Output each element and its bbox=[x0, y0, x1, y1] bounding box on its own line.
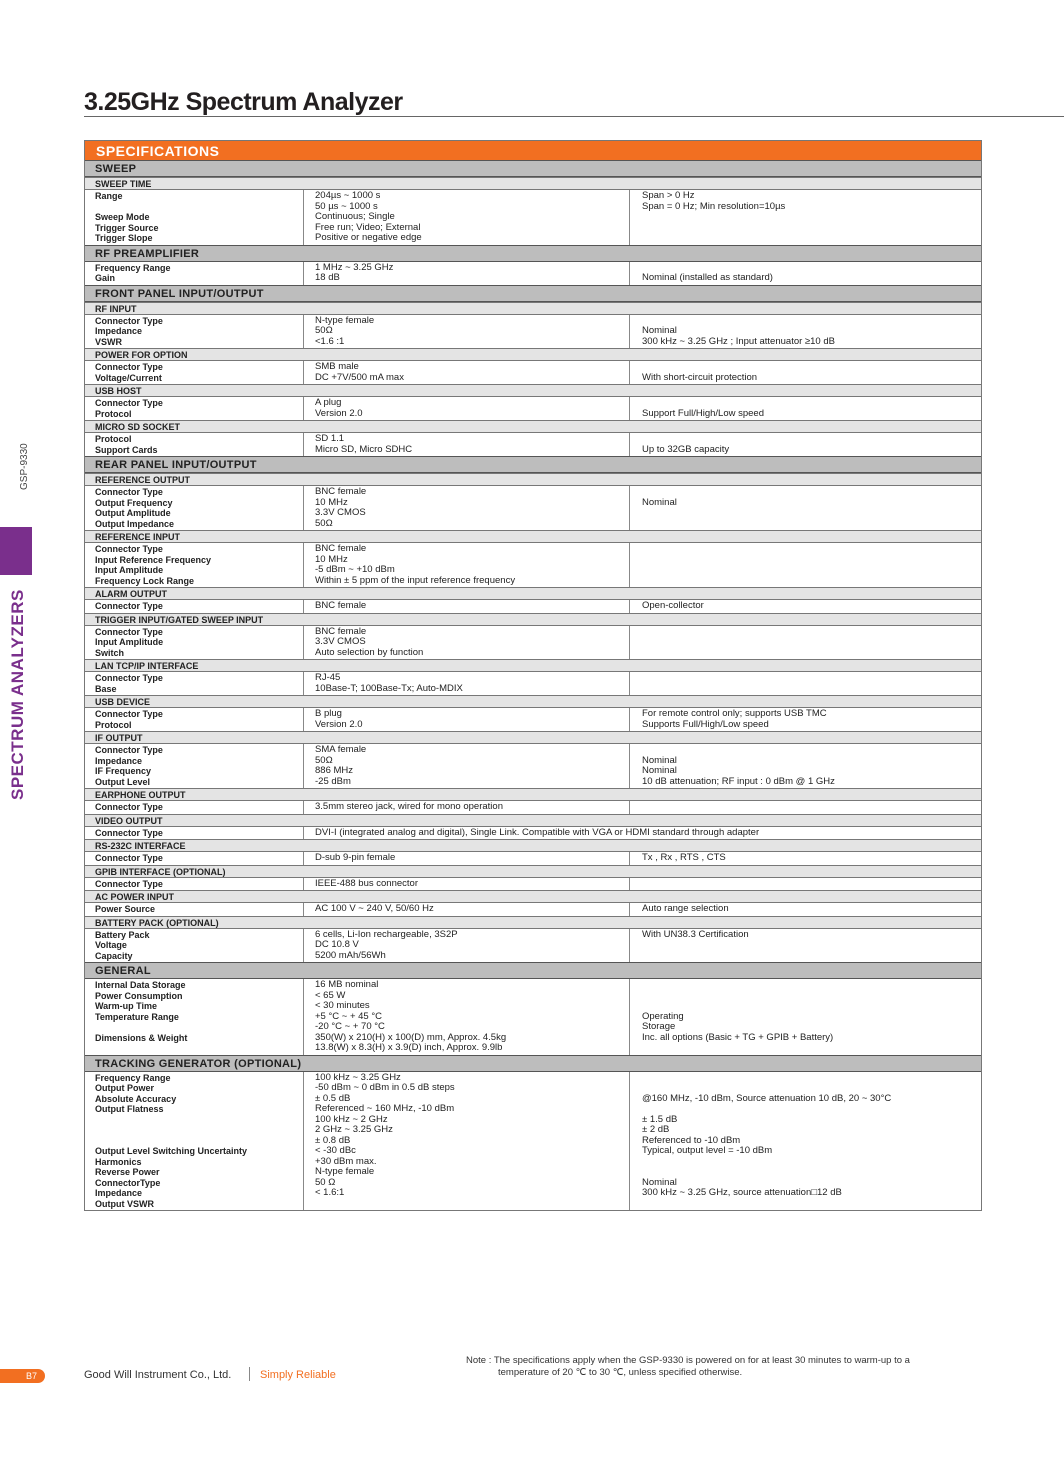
spec-line: Protocol bbox=[95, 719, 132, 730]
spec-line: BNC female bbox=[315, 544, 367, 554]
spec-line: 3.3V CMOS bbox=[315, 637, 366, 647]
tagline: Simply Reliable bbox=[260, 1369, 336, 1381]
spec-note-cell bbox=[630, 190, 981, 245]
spec-param-cell bbox=[85, 626, 303, 660]
spec-param-cell bbox=[85, 801, 303, 814]
subsection-header: IF OUTPUT bbox=[85, 731, 981, 744]
spec-line: Internal Data Storage bbox=[95, 980, 186, 990]
spec-line: -25 dBm bbox=[315, 776, 351, 787]
subsection-header: USB HOST bbox=[85, 384, 981, 397]
subsection-header: REFERENCE INPUT bbox=[85, 530, 981, 543]
spec-note-cell bbox=[630, 262, 981, 285]
spec-line: Frequency Lock Range bbox=[95, 575, 195, 586]
spec-line: Reverse Power bbox=[95, 1167, 160, 1177]
subsection-header: POWER FOR OPTION bbox=[85, 348, 981, 361]
spec-line: 50 Ω bbox=[315, 1177, 336, 1188]
spec-line: <1.6 :1 bbox=[315, 336, 345, 347]
spec-line bbox=[642, 991, 981, 1002]
spec-param-cell bbox=[85, 361, 303, 384]
spec-note-cell bbox=[630, 903, 981, 916]
spec-line: Typical, output level = -10 dBm bbox=[642, 1146, 773, 1156]
spec-param-cell bbox=[85, 433, 303, 456]
spec-param-cell bbox=[85, 903, 303, 916]
spec-line: Open-collector bbox=[642, 601, 704, 611]
spec-note-cell bbox=[630, 600, 981, 613]
section-header: GENERAL bbox=[85, 962, 981, 979]
subsection-header: VIDEO OUTPUT bbox=[85, 814, 981, 827]
spec-line: Connector Type bbox=[95, 487, 163, 497]
spec-value-cell bbox=[303, 878, 630, 891]
spec-line: Nominal bbox=[642, 497, 677, 508]
spec-line: Nominal bbox=[642, 1177, 677, 1188]
spec-note-cell bbox=[630, 979, 981, 1055]
spec-line bbox=[642, 1073, 981, 1084]
spec-param-cell bbox=[85, 262, 303, 285]
subsection-header: AC POWER INPUT bbox=[85, 890, 981, 903]
specifications-table bbox=[84, 140, 982, 1211]
spec-line bbox=[642, 1104, 981, 1115]
subsection-header: LAN TCP/IP INTERFACE bbox=[85, 659, 981, 672]
spec-line bbox=[95, 1022, 303, 1033]
spec-line: Connector Type bbox=[95, 601, 163, 611]
spec-line: Output Frequency bbox=[95, 497, 173, 508]
spec-line: Warm-up Time bbox=[95, 1001, 158, 1011]
spec-line bbox=[642, 398, 981, 409]
spec-row bbox=[85, 878, 981, 891]
company-name: Good Will Instrument Co., Ltd. bbox=[84, 1369, 232, 1381]
spec-line: < 30 minutes bbox=[315, 1001, 370, 1011]
spec-line: B plug bbox=[315, 709, 342, 719]
spec-line: 10 dB attenuation; RF input : 0 dBm @ 1 GHz bbox=[642, 776, 835, 787]
subsection-header: GPIB INTERFACE (OPTIONAL) bbox=[85, 865, 981, 878]
spec-value-cell bbox=[303, 190, 630, 245]
spec-line: Gain bbox=[95, 273, 116, 283]
spec-line: Tx , Rx , RTS , CTS bbox=[642, 853, 726, 863]
spec-param-cell bbox=[85, 600, 303, 613]
spec-param-cell bbox=[85, 190, 303, 245]
spec-row bbox=[85, 626, 981, 660]
spec-line: Trigger Source bbox=[95, 222, 159, 233]
spec-line: Referenced to -10 dBm bbox=[642, 1135, 741, 1146]
spec-line: RJ-45 bbox=[315, 673, 341, 683]
spec-line bbox=[642, 745, 981, 756]
spec-line: AC 100 V ~ 240 V, 50/60 Hz bbox=[315, 904, 434, 914]
spec-line: Operating bbox=[642, 1011, 684, 1022]
spec-line: 50Ω bbox=[315, 326, 333, 336]
title-rule bbox=[84, 116, 1064, 117]
spec-row bbox=[85, 903, 981, 916]
spec-value-cell bbox=[303, 397, 630, 420]
spec-line: 18 dB bbox=[315, 273, 340, 283]
spec-line: +5 °C ~ + 45 °C bbox=[315, 1011, 383, 1022]
spec-line: Nominal bbox=[642, 766, 677, 776]
spec-line: Input Amplitude bbox=[95, 565, 164, 575]
spec-line bbox=[642, 1167, 981, 1178]
spec-row bbox=[85, 929, 981, 963]
spec-line: SMB male bbox=[315, 362, 359, 372]
spec-row bbox=[85, 433, 981, 456]
spec-line: Support Full/High/Low speed bbox=[642, 408, 764, 419]
spec-note-cell bbox=[630, 397, 981, 420]
subsection-header: RS-232C INTERFACE bbox=[85, 839, 981, 852]
subsection-header: SWEEP TIME bbox=[85, 177, 981, 190]
spec-value-cell bbox=[303, 903, 630, 916]
spec-line: 3.3V CMOS bbox=[315, 508, 366, 518]
spec-line: 13.8(W) x 8.3(H) x 3.9(D) inch, Approx. 9.9lb bbox=[315, 1043, 503, 1053]
spec-row bbox=[85, 744, 981, 788]
spec-line: With short-circuit protection bbox=[642, 372, 758, 383]
spec-line: Battery Pack bbox=[95, 929, 150, 940]
spec-row bbox=[85, 672, 981, 695]
spec-line bbox=[642, 316, 981, 327]
spec-line: Impedance bbox=[95, 326, 143, 336]
spec-line: Voltage/Current bbox=[95, 372, 162, 383]
spec-param-cell bbox=[85, 929, 303, 963]
spec-line: N-type female bbox=[315, 315, 375, 326]
spec-line: Span > 0 Hz bbox=[642, 191, 695, 201]
spec-row bbox=[85, 600, 981, 613]
spec-line bbox=[642, 1083, 981, 1094]
spec-row bbox=[85, 801, 981, 814]
spec-line: 1 MHz ~ 3.25 GHz bbox=[315, 262, 394, 273]
spec-line: 2 GHz ~ 3.25 GHz bbox=[315, 1125, 393, 1135]
spec-line: +30 dBm max. bbox=[315, 1156, 377, 1167]
spec-line: Power Consumption bbox=[95, 990, 183, 1001]
spec-line: Output Amplitude bbox=[95, 508, 171, 518]
spec-line: 3.5mm stereo jack, wired for mono operation bbox=[315, 802, 503, 812]
spec-line: DC +7V/500 mA max bbox=[315, 372, 404, 383]
spec-line: Within ± 5 ppm of the input reference frequency bbox=[315, 575, 516, 586]
spec-line: Output Level bbox=[95, 776, 151, 787]
spec-line: Absolute Accuracy bbox=[95, 1093, 177, 1104]
spec-line: Inc. all options (Basic + TG + GPIB + Battery) bbox=[642, 1032, 834, 1043]
spec-note-cell bbox=[630, 543, 981, 587]
spec-value-cell bbox=[303, 827, 759, 840]
spec-row bbox=[85, 262, 981, 285]
section-header: RF PREAMPLIFIER bbox=[85, 245, 981, 262]
spec-note-cell bbox=[630, 801, 981, 814]
spec-line: Voltage bbox=[95, 940, 127, 950]
spec-value-cell bbox=[303, 672, 630, 695]
spec-row bbox=[85, 361, 981, 384]
spec-param-cell bbox=[85, 543, 303, 587]
spec-line: Connector Type bbox=[95, 626, 163, 637]
spec-line: Base bbox=[95, 683, 117, 694]
spec-note-cell bbox=[630, 361, 981, 384]
spec-param-cell bbox=[85, 1072, 303, 1211]
spec-line: Auto range selection bbox=[642, 904, 729, 914]
subsection-header: REFERENCE OUTPUT bbox=[85, 473, 981, 486]
footnote-line: temperature of 20 ℃ to 30 ℃, unless specified otherwise. bbox=[498, 1367, 743, 1378]
spec-note-cell bbox=[630, 1072, 981, 1211]
spec-line bbox=[642, 263, 981, 274]
spec-value-cell bbox=[303, 852, 630, 865]
spec-line: Temperature Range bbox=[95, 1011, 179, 1022]
spec-line: Dimensions & Weight bbox=[95, 1032, 188, 1043]
spec-line: Switch bbox=[95, 647, 125, 658]
spec-line: Up to 32GB capacity bbox=[642, 444, 730, 455]
spec-line: Output Level Switching Uncertainty bbox=[95, 1146, 248, 1156]
spec-line: 204µs ~ 1000 s bbox=[315, 191, 381, 201]
spec-note-cell bbox=[630, 315, 981, 349]
spec-line: Connector Type bbox=[95, 315, 163, 326]
spec-line: With UN38.3 Certification bbox=[642, 929, 749, 940]
spec-line: Nominal bbox=[642, 326, 677, 336]
page-title: 3.25GHz Spectrum Analyzer bbox=[84, 88, 403, 116]
spec-line: D-sub 9-pin female bbox=[315, 853, 396, 863]
spec-param-cell bbox=[85, 672, 303, 695]
spec-line bbox=[642, 362, 981, 373]
spec-line: ConnectorType bbox=[95, 1177, 161, 1188]
spec-line: < 1.6:1 bbox=[315, 1188, 345, 1198]
side-category-bar bbox=[0, 527, 32, 575]
spec-line bbox=[95, 1125, 303, 1136]
spec-param-cell bbox=[85, 397, 303, 420]
spec-value-cell bbox=[303, 626, 630, 660]
spec-row bbox=[85, 827, 981, 840]
spec-line bbox=[642, 487, 981, 498]
footer-divider bbox=[249, 1367, 250, 1381]
spec-line: ± 0.5 dB bbox=[315, 1093, 351, 1104]
spec-line: Frequency Range bbox=[95, 262, 171, 273]
spec-param-cell bbox=[85, 852, 303, 865]
spec-value-cell bbox=[303, 979, 630, 1055]
spec-row bbox=[85, 190, 981, 245]
spec-line: Version 2.0 bbox=[315, 408, 363, 419]
spec-line: < -30 dBc bbox=[315, 1146, 356, 1156]
spec-line: Positive or negative edge bbox=[315, 233, 422, 243]
subsection-header: EARPHONE OUTPUT bbox=[85, 788, 981, 801]
spec-line: Connector Type bbox=[95, 802, 163, 812]
spec-line bbox=[642, 1001, 981, 1012]
spec-line: Referenced ~ 160 MHz, -10 dBm bbox=[315, 1104, 455, 1114]
spec-note-cell bbox=[630, 433, 981, 456]
spec-value-cell bbox=[303, 543, 630, 587]
spec-line: Capacity bbox=[95, 950, 133, 961]
spec-line: Output Impedance bbox=[95, 518, 175, 529]
section-header: REAR PANEL INPUT/OUTPUT bbox=[85, 456, 981, 473]
spec-line: SD 1.1 bbox=[315, 434, 345, 444]
subsection-header: RF INPUT bbox=[85, 302, 981, 315]
spec-line: For remote control only; supports USB TMC bbox=[642, 709, 827, 719]
spec-line: Connector Type bbox=[95, 544, 163, 554]
spec-note-cell bbox=[630, 852, 981, 865]
spec-line: Connector Type bbox=[95, 398, 163, 408]
footnote-line: Note : The specifications apply when the GSP-9330 is powered on for at least 30 minutes to warm-up to a bbox=[466, 1355, 910, 1366]
spec-note-cell bbox=[630, 708, 981, 731]
spec-param-cell bbox=[85, 744, 303, 788]
spec-row bbox=[85, 315, 981, 349]
spec-line: Output Power bbox=[95, 1083, 154, 1093]
specifications-header: SPECIFICATIONS bbox=[85, 141, 981, 160]
spec-line: BNC female bbox=[315, 601, 367, 611]
section-header: TRACKING GENERATOR (OPTIONAL) bbox=[85, 1055, 981, 1072]
spec-line: Input Amplitude bbox=[95, 637, 164, 647]
spec-note-cell bbox=[630, 626, 981, 660]
spec-line: Input Reference Frequency bbox=[95, 554, 212, 565]
spec-value-cell bbox=[303, 708, 630, 731]
spec-line: -20 °C ~ + 70 °C bbox=[315, 1022, 385, 1032]
section-header: SWEEP bbox=[85, 160, 981, 177]
spec-line: Trigger Slope bbox=[95, 233, 153, 243]
spec-line: A plug bbox=[315, 398, 342, 408]
spec-line: 350(W) x 210(H) x 100(D) mm, Approx. 4.5kg bbox=[315, 1032, 507, 1043]
spec-line: Micro SD, Micro SDHC bbox=[315, 444, 413, 455]
spec-line: Impedance bbox=[95, 755, 143, 766]
spec-value-cell bbox=[303, 1072, 630, 1211]
spec-line: Nominal bbox=[642, 755, 677, 766]
spec-line: Connector Type bbox=[95, 709, 163, 719]
spec-line: Protocol bbox=[95, 434, 132, 444]
spec-line: 300 kHz ~ 3.25 GHz ; Input attenuator ≥10 dB bbox=[642, 336, 835, 347]
spec-row bbox=[85, 397, 981, 420]
spec-line: Connector Type bbox=[95, 745, 163, 755]
specifications-body bbox=[85, 160, 981, 1210]
spec-line bbox=[95, 202, 303, 213]
spec-line: 6 cells, Li-Ion rechargeable, 3S2P bbox=[315, 929, 458, 940]
spec-line: N-type female bbox=[315, 1167, 375, 1177]
spec-line: 886 MHz bbox=[315, 766, 354, 776]
spec-note-cell bbox=[630, 672, 981, 695]
spec-line: Nominal (installed as standard) bbox=[642, 273, 773, 283]
spec-param-cell bbox=[85, 878, 303, 891]
spec-line: Free run; Video; External bbox=[315, 222, 421, 233]
spec-param-cell bbox=[85, 979, 303, 1055]
spec-value-cell bbox=[303, 315, 630, 349]
spec-line: Power Source bbox=[95, 904, 156, 914]
spec-line: 10 MHz bbox=[315, 554, 348, 565]
spec-row bbox=[85, 852, 981, 865]
spec-value-cell bbox=[303, 262, 630, 285]
spec-line: Connector Type bbox=[95, 878, 163, 889]
spec-line: 50Ω bbox=[315, 518, 333, 529]
section-header: FRONT PANEL INPUT/OUTPUT bbox=[85, 285, 981, 302]
spec-line: 100 kHz ~ 3.25 GHz bbox=[315, 1072, 401, 1083]
spec-line: ± 2 dB bbox=[642, 1125, 670, 1135]
spec-line: 50 µs ~ 1000 s bbox=[315, 201, 378, 212]
spec-row bbox=[85, 486, 981, 530]
spec-line: 100 kHz ~ 2 GHz bbox=[315, 1114, 388, 1125]
subsection-header: USB DEVICE bbox=[85, 695, 981, 708]
spec-param-cell bbox=[85, 708, 303, 731]
spec-line: Frequency Range bbox=[95, 1072, 171, 1083]
spec-param-cell bbox=[85, 827, 303, 840]
spec-note-cell bbox=[630, 878, 981, 891]
spec-line: Support Cards bbox=[95, 444, 158, 455]
spec-param-cell bbox=[85, 486, 303, 530]
spec-value-cell bbox=[303, 433, 630, 456]
spec-row bbox=[85, 979, 981, 1055]
subsection-header: BATTERY PACK (OPTIONAL) bbox=[85, 916, 981, 929]
spec-line: BNC female bbox=[315, 626, 367, 637]
spec-line: 50Ω bbox=[315, 755, 333, 766]
spec-line: Sweep Mode bbox=[95, 212, 150, 222]
footnote bbox=[466, 1355, 986, 1379]
spec-line bbox=[642, 980, 981, 991]
spec-note-cell bbox=[630, 929, 981, 963]
spec-line: SMA female bbox=[315, 745, 367, 755]
spec-line bbox=[95, 1136, 303, 1147]
spec-line: Span = 0 Hz; Min resolution=10µs bbox=[642, 201, 786, 212]
spec-value-cell bbox=[303, 600, 630, 613]
spec-param-cell bbox=[85, 315, 303, 349]
spec-line: Connector Type bbox=[95, 362, 163, 372]
spec-line: DVI-I (integrated analog and digital), Single Link. Compatible with VGA or HDMI standard through adapter bbox=[315, 827, 760, 838]
spec-line: BNC female bbox=[315, 487, 367, 497]
spec-note-cell bbox=[630, 486, 981, 530]
spec-line: DC 10.8 V bbox=[315, 940, 359, 950]
spec-line: @160 MHz, -10 dBm, Source attenuation 10 dB, 20 ~ 30°C bbox=[642, 1093, 892, 1104]
spec-line: Output VSWR bbox=[95, 1198, 154, 1209]
spec-value-cell bbox=[303, 361, 630, 384]
spec-line: -50 dBm ~ 0 dBm in 0.5 dB steps bbox=[315, 1083, 455, 1093]
spec-line: Auto selection by function bbox=[315, 647, 424, 658]
subsection-header: MICRO SD SOCKET bbox=[85, 420, 981, 433]
spec-line: Protocol bbox=[95, 408, 132, 419]
spec-line: ± 0.8 dB bbox=[315, 1135, 351, 1146]
subsection-header: ALARM OUTPUT bbox=[85, 587, 981, 600]
spec-line: Impedance bbox=[95, 1188, 143, 1198]
spec-line: Connector Type bbox=[95, 827, 163, 838]
spec-value-cell bbox=[303, 744, 630, 788]
spec-value-cell bbox=[303, 486, 630, 530]
spec-line: Connector Type bbox=[95, 673, 163, 683]
spec-line: Harmonics bbox=[95, 1156, 142, 1167]
spec-line bbox=[95, 1115, 303, 1126]
spec-line: VSWR bbox=[95, 336, 122, 347]
spec-value-cell bbox=[303, 801, 630, 814]
spec-line: Connector Type bbox=[95, 853, 163, 863]
spec-line: Range bbox=[95, 191, 123, 201]
spec-value-cell bbox=[303, 929, 630, 963]
spec-line: 300 kHz ~ 3.25 GHz, source attenuation□12 dB bbox=[642, 1188, 842, 1198]
spec-line bbox=[642, 1157, 981, 1168]
spec-line: 5200 mAh/56Wh bbox=[315, 950, 386, 961]
spec-line: IF Frequency bbox=[95, 766, 152, 776]
spec-line: Storage bbox=[642, 1022, 676, 1032]
spec-row bbox=[85, 1072, 981, 1211]
spec-line: Version 2.0 bbox=[315, 719, 363, 730]
spec-line: Supports Full/High/Low speed bbox=[642, 719, 769, 730]
spec-line: 10Base-T; 100Base-Tx; Auto-MDIX bbox=[315, 683, 463, 694]
spec-row bbox=[85, 543, 981, 587]
spec-line: Output Flatness bbox=[95, 1104, 164, 1114]
spec-line: < 65 W bbox=[315, 990, 346, 1001]
spec-note-cell bbox=[759, 827, 981, 840]
spec-line: Continuous; Single bbox=[315, 212, 395, 222]
page-number: B7 bbox=[0, 1369, 45, 1383]
spec-note-cell bbox=[630, 744, 981, 788]
subsection-header: TRIGGER INPUT/GATED SWEEP INPUT bbox=[85, 613, 981, 626]
spec-row bbox=[85, 708, 981, 731]
spec-line: IEEE-488 bus connector bbox=[315, 878, 418, 889]
spec-line: -5 dBm ~ +10 dBm bbox=[315, 565, 395, 575]
spec-line: 10 MHz bbox=[315, 497, 348, 508]
spec-line: 16 MB nominal bbox=[315, 980, 379, 990]
spec-line: ± 1.5 dB bbox=[642, 1114, 678, 1125]
spec-line bbox=[642, 434, 981, 445]
